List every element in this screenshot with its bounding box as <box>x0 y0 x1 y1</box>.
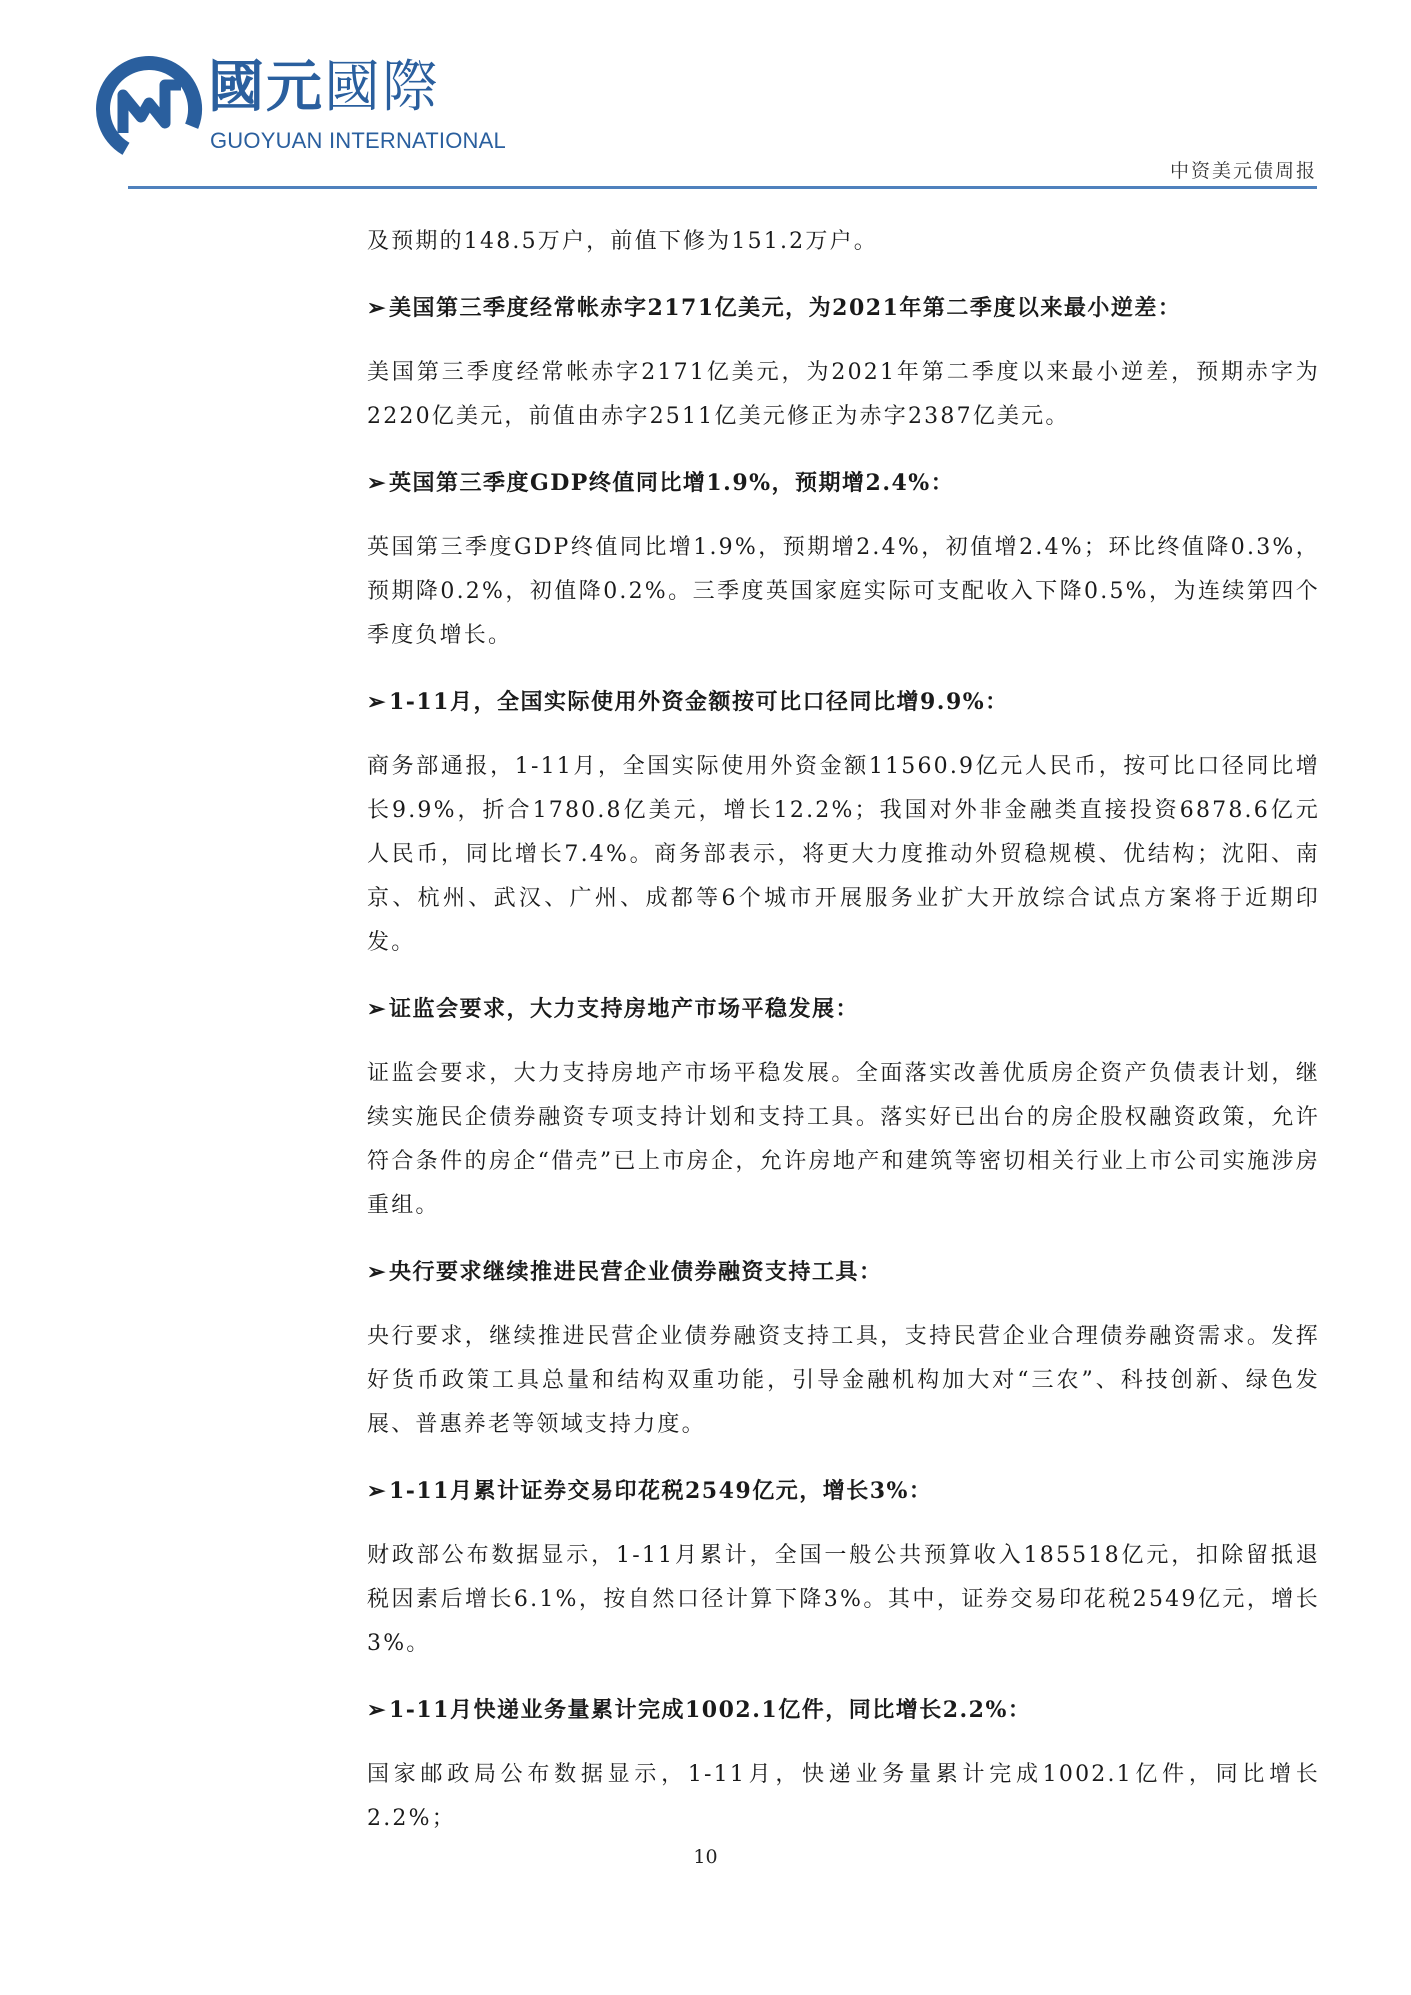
arrow-bullet-icon: ➢ <box>367 470 387 496</box>
section-heading <box>367 680 1320 724</box>
arrow-bullet-icon: ➢ <box>367 996 387 1022</box>
arrow-bullet-icon: ➢ <box>367 1478 387 1504</box>
section-paragraph: 央行要求，继续推进民营企业债券融资支持工具，支持民营企业合理债券融资需求。发挥好货币政策工具总量和结构双重功能，引导金融机构加大对“三农”、科技创新、绿色发展、普惠养老等领域支持力度。 <box>367 1324 1320 1437</box>
section-heading-text: 央行要求继续推进民营企业债券融资支持工具： <box>388 1259 883 1285</box>
section-paragraph: 证监会要求，大力支持房地产市场平稳发展。全面落实改善优质房企资产负债表计划，继续实施民企债券融资专项支持计划和支持工具。落实好已出台的房企股权融资政策，允许符合条件的房企“借壳”已上市房企，允许房地产和建筑等密切相关行业上市公司实施涉房重组。 <box>367 1061 1320 1218</box>
section-heading <box>367 286 1320 330</box>
intro-paragraph: 及预期的148.5万户，前值下修为151.2万户。 <box>367 229 878 254</box>
section-heading <box>367 461 1320 505</box>
arrow-bullet-icon: ➢ <box>367 1259 387 1285</box>
logo-chinese-name-light: 國際 <box>324 55 440 120</box>
section-heading <box>367 1688 1320 1732</box>
section-paragraph: 财政部公布数据显示，1-11月累计，全国一般公共预算收入185518亿元，扣除留抵退税因素后增长6.1%，按自然口径计算下降3%。其中，证券交易印花税2549亿元，增长3%。 <box>367 1543 1320 1656</box>
logo-english-name: GUOYUAN INTERNATIONAL <box>210 128 506 153</box>
document-body <box>367 220 1320 1863</box>
header-divider <box>128 186 1317 189</box>
page-number: 10 <box>693 1846 718 1868</box>
company-logo-icon <box>95 55 203 163</box>
arrow-bullet-icon: ➢ <box>367 689 387 715</box>
arrow-bullet-icon: ➢ <box>367 1697 387 1723</box>
report-title: 中资美元债周报 <box>1169 160 1317 182</box>
section-heading-text: 1-11月快递业务量累计完成1002.1亿件，同比增长2.2%： <box>388 1697 1032 1723</box>
section-paragraph: 美国第三季度经常帐赤字2171亿美元，为2021年第二季度以来最小逆差，预期赤字为2220亿美元，前值由赤字2511亿美元修正为赤字2387亿美元。 <box>367 360 1320 429</box>
section-heading-text: 证监会要求，大力支持房地产市场平稳发展： <box>388 996 859 1022</box>
section-heading <box>367 1469 1320 1513</box>
arrow-bullet-icon: ➢ <box>367 295 387 321</box>
section-paragraph: 国家邮政局公布数据显示，1-11月，快递业务量累计完成1002.1亿件，同比增长2.2%； <box>367 1762 1320 1831</box>
logo-chinese-name-bold: 國元 <box>208 55 324 120</box>
section-heading <box>367 1250 1320 1294</box>
section-paragraph: 英国第三季度GDP终值同比增1.9%，预期增2.4%，初值增2.4%；环比终值降0.3%，预期降0.2%，初值降0.2%。三季度英国家庭实际可支配收入下降0.5%，为连续第四个季度负增长。 <box>367 535 1320 648</box>
section-heading-text: 英国第三季度GDP终值同比增1.9%，预期增2.4%： <box>388 470 955 496</box>
section-heading-text: 美国第三季度经常帐赤字2171亿美元，为2021年第二季度以来最小逆差： <box>388 295 1182 321</box>
section-heading <box>367 987 1320 1031</box>
section-heading-text: 1-11月累计证券交易印花税2549亿元，增长3%： <box>388 1478 933 1504</box>
section-paragraph: 商务部通报，1-11月，全国实际使用外资金额11560.9亿元人民币，按可比口径同比增长9.9%，折合1780.8亿美元，增长12.2%；我国对外非金融类直接投资6878.6亿元人民币，同比增长7.4%。商务部表示，将更大力度推动外贸稳规模、优结构；沈阳、南京、杭州、武汉、广州、成都等6个城市开展服务业扩大开放综合试点方案将于近期印发。 <box>367 754 1320 955</box>
section-heading-text: 1-11月，全国实际使用外资金额按可比口径同比增9.9%： <box>388 689 1009 715</box>
logo-chinese-name <box>208 55 440 120</box>
